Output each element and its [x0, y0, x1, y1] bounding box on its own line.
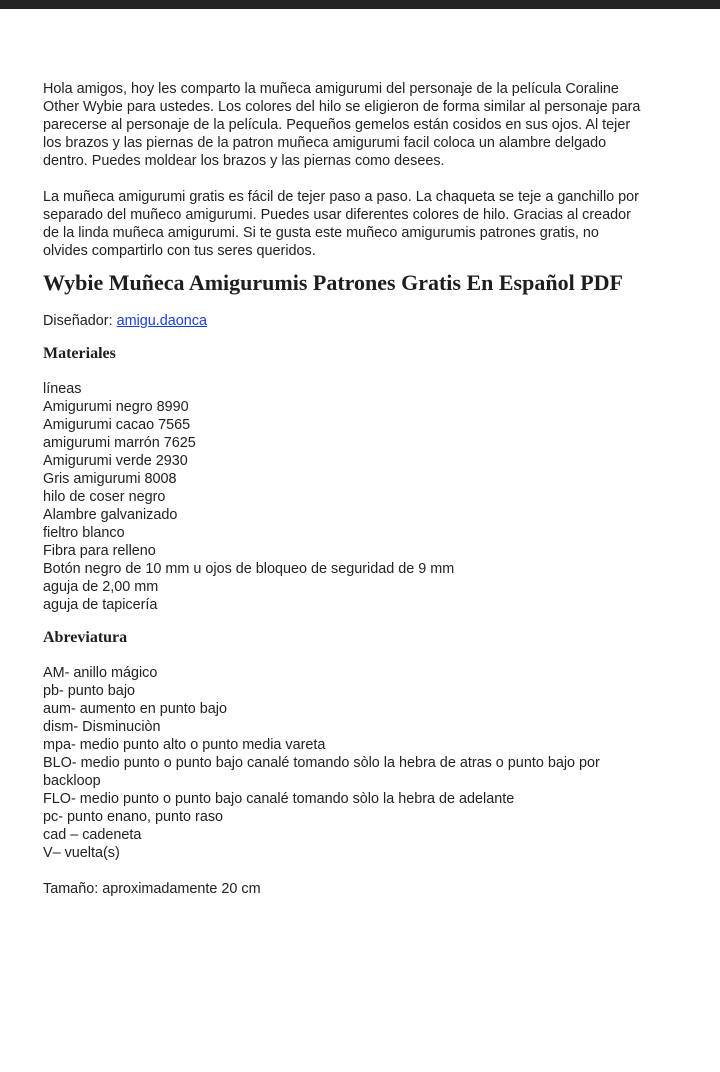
- materials-list: [43, 380, 643, 614]
- list-item: pb- punto bajo: [43, 683, 136, 699]
- list-item: Alambre galvanizado: [43, 507, 178, 523]
- list-item: amigurumi marrón 7625: [43, 435, 196, 451]
- article-content: [43, 80, 643, 898]
- size-text: Tamaño: aproximadamente 20 cm: [43, 881, 261, 897]
- designer-line: [43, 312, 643, 330]
- list-item: fieltro blanco: [43, 525, 125, 541]
- page-title: Wybie Muñeca Amigurumis Patrones Gratis En Español PDF: [43, 270, 623, 295]
- list-item: pc- punto enano, punto raso: [43, 809, 224, 825]
- list-item: Amigurumi cacao 7565: [43, 417, 191, 433]
- list-item: cad – cadeneta: [43, 827, 142, 843]
- list-item: dism- Disminuciòn: [43, 719, 161, 735]
- list-item: FLO- medio punto o punto bajo canalé tomando sòlo la hebra de adelante: [43, 791, 515, 807]
- designer-label: Diseñador:: [43, 313, 113, 329]
- designer-link[interactable]: amigu.daonca: [116, 313, 207, 329]
- list-item: V– vuelta(s): [43, 845, 120, 861]
- top-bar: [0, 0, 720, 9]
- list-item: hilo de coser negro: [43, 489, 166, 505]
- list-item: Botón negro de 10 mm u ojos de bloqueo de seguridad de 9 mm: [43, 561, 455, 577]
- list-item: BLO- medio punto o punto bajo canalé tomando sòlo la hebra de atras o punto bajo por backloop: [43, 755, 600, 789]
- list-item: Fibra para relleno: [43, 543, 156, 559]
- list-item: líneas: [43, 381, 82, 397]
- abbreviations-list: [43, 664, 643, 862]
- list-item: Amigurumi negro 8990: [43, 399, 189, 415]
- materials-heading: Materiales: [43, 345, 116, 362]
- list-item: aum- aumento en punto bajo: [43, 701, 228, 717]
- list-item: AM- anillo mágico: [43, 665, 158, 681]
- intro-paragraph-2: La muñeca amigurumi gratis es fácil de tejer paso a paso. La chaqueta se teje a ganchillo por separado del muñeco amigurumi. Puedes usar diferentes colores de hilo. Gracias al creador de la linda muñeca amigurumi. Si te gusta este muñeco amigurumis patrones gratis, no olvides compartirlo con tus seres queridos.: [43, 189, 639, 259]
- list-item: Gris amigurumi 8008: [43, 471, 177, 487]
- list-item: aguja de 2,00 mm: [43, 579, 159, 595]
- list-item: aguja de tapicería: [43, 597, 158, 613]
- list-item: Amigurumi verde 2930: [43, 453, 188, 469]
- abbreviations-heading: Abreviatura: [43, 629, 128, 646]
- intro-paragraph-1: Hola amigos, hoy les comparto la muñeca amigurumi del personaje de la película Coraline Other Wybie para ustedes. Los colores del hilo se eligieron de forma similar al personaje para parecerse al personaje de la película. Pequeños gemelos están cosidos en sus ojos. Al tejer los brazos y las piernas de la patron muñeca amigurumi facil coloca un alambre delgado dentro. Puedes moldear los brazos y las piernas como desees.: [43, 81, 641, 169]
- list-item: mpa- medio punto alto o punto media vareta: [43, 737, 326, 753]
